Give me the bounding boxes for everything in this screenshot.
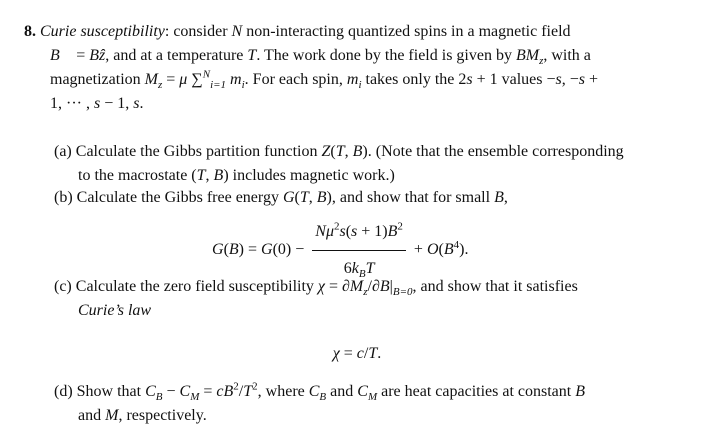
part-d-line-1: (d) Show that $C_B - C_M = cB^2/T^2$, where $C_B$ and $C_M$ are heat capacities at constant B (54, 380, 586, 404)
part-d-line-2: and M, respectively. (78, 407, 207, 424)
part-d-label: (d) (54, 383, 73, 400)
fraction: $\frac{N\mu^2s(s + 1)B^2}{6k_BT}$ (312, 217, 406, 284)
part-b-line-1: (b) Calculate the Gibbs free energy G(T, B), and show that for small B, (54, 189, 508, 206)
problem-number: 8. (24, 23, 36, 40)
part-c-label: (c) (54, 278, 72, 295)
part-b-equation: G(B) = G(0) − $\frac{N\mu^2s(s + 1)B^2}{6k_BT}$ + $O(B^4)$. (212, 217, 468, 284)
intro-line-1: 8. Curie susceptibility: consider N non-interacting quantized spins in a magnetic field (24, 23, 571, 40)
intro-line-4: 1, ··· , s − 1, s. (50, 95, 144, 112)
problem-title: Curie susceptibility (40, 23, 165, 40)
intro-line-2: B⃗ = Bẑ, and at a temperature T. The work done by the field is given by $BM_z$, with a (50, 47, 591, 68)
intro-line-3: magnetization $M_z = \mu$ ∑$^N_{i=1}$ $m_i$. For each spin, $m_i$ takes only the 2s + 1 values −s, −s + (50, 68, 599, 92)
part-c-line-1: (c) Calculate the zero field susceptibility $\chi = \partial M_z/\partial B|_{B=0}$, and show that it satisfies (54, 278, 578, 299)
part-b-label: (b) (54, 189, 73, 206)
part-c-line-2: Curie’s law (78, 302, 152, 319)
part-c-equation: χ = c/T. (332, 345, 382, 362)
part-a-label: (a) (54, 143, 72, 160)
part-a-line-2: to the macrostate (T, B) includes magnetic work.) (78, 167, 395, 184)
part-a-line-1: (a) Calculate the Gibbs partition function Z(T, B). (Note that the ensemble corresponding (54, 143, 624, 160)
